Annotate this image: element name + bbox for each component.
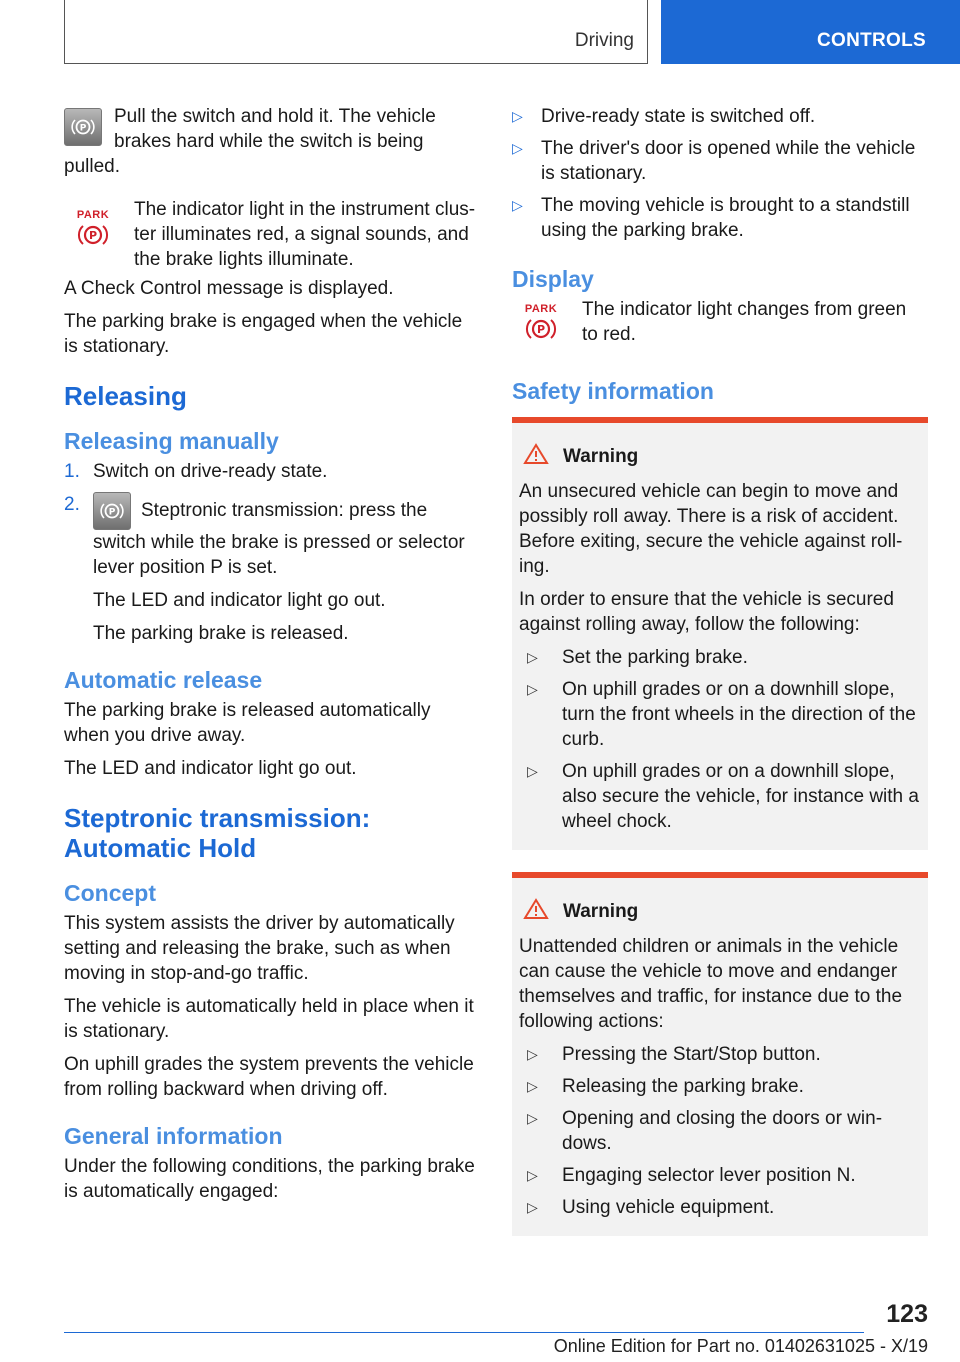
heading-releasing-manually: Releasing manually bbox=[64, 428, 279, 454]
warning-paragraph-2: In order to ensure that the vehicle is secured against rolling away, follow the following: bbox=[519, 589, 894, 635]
general-paragraph-1: Under the following conditions, the parking brake is automatically engaged: bbox=[64, 1156, 475, 1202]
step-number: 2. bbox=[64, 494, 80, 515]
step-sub-2: The parking brake is released. bbox=[93, 623, 349, 644]
triangle-bullet-icon: ▷ bbox=[527, 763, 538, 779]
step-number: 1. bbox=[64, 461, 80, 482]
heading-general-information: General information bbox=[64, 1123, 283, 1149]
svg-text:P: P bbox=[536, 323, 546, 336]
concept-paragraph-2: The vehicle is automatically held in place when it is stationary. bbox=[64, 996, 474, 1042]
triangle-bullet-icon: ▷ bbox=[512, 140, 523, 156]
list-item: ▷ Using vehicle equipment. bbox=[527, 1197, 775, 1218]
right-column bbox=[512, 104, 928, 1258]
list-item: ▷ Drive-ready state is switched off. bbox=[512, 106, 816, 127]
footer-divider bbox=[64, 1332, 864, 1333]
release-steps bbox=[64, 459, 480, 646]
display-paragraph: The indicator light changes from green to red. bbox=[582, 299, 907, 345]
triangle-bullet-icon: ▷ bbox=[512, 108, 523, 124]
park-icon-label: PARK bbox=[76, 209, 110, 221]
page-number: 123 bbox=[886, 1300, 928, 1328]
triangle-bullet-icon: ▷ bbox=[512, 197, 523, 213]
warning-list bbox=[519, 645, 921, 834]
step-sub-1: The LED and indicator light go out. bbox=[93, 590, 386, 611]
list-item: ▷ On uphill grades or on a downhill slope, turn the front wheels in the direction of the curb. bbox=[527, 679, 916, 750]
list-item: ▷ Releasing the parking brake. bbox=[527, 1076, 804, 1097]
heading-safety-information: Safety information bbox=[512, 378, 714, 404]
warning-box-children bbox=[512, 872, 928, 1236]
warning-paragraph-1: Unattended children or animals in the vehicle can cause the vehicle to move and endanger themselves and traffic, for instance due to the following actions: bbox=[519, 936, 903, 1032]
list-item: ▷ On uphill grades or on a downhill slope, also secure the vehicle, for instance with a wheel chock. bbox=[527, 761, 919, 832]
triangle-bullet-icon: ▷ bbox=[527, 1110, 538, 1126]
svg-text:P: P bbox=[79, 123, 87, 134]
intro-paragraph-3: A Check Control message is displayed. bbox=[64, 278, 394, 299]
intro-paragraph-2: The indicator light in the instrument clus- ter illuminates red, a signal sounds, and the brake lights illuminate. bbox=[134, 199, 476, 270]
heading-concept: Concept bbox=[64, 880, 156, 906]
warning-title bbox=[523, 443, 921, 471]
triangle-bullet-icon: ▷ bbox=[527, 1167, 538, 1183]
warning-title-text: Warning bbox=[563, 446, 639, 467]
list-item: ▷ Opening and closing the doors or win- dows. bbox=[527, 1108, 883, 1154]
list-item: ▷ Set the parking brake. bbox=[527, 647, 748, 668]
warning-title-text: Warning bbox=[563, 901, 639, 922]
warning-title bbox=[523, 898, 921, 926]
list-item: ▷ Pressing the Start/Stop button. bbox=[527, 1044, 821, 1065]
svg-text:P: P bbox=[88, 229, 98, 242]
list-item: ▷ The driver's door is opened while the vehicle is stationary. bbox=[512, 138, 916, 184]
display-indicator-row bbox=[512, 297, 928, 347]
triangle-bullet-icon: ▷ bbox=[527, 1046, 538, 1062]
svg-text:P: P bbox=[108, 507, 116, 518]
triangle-bullet-icon: ▷ bbox=[527, 681, 538, 697]
triangle-bullet-icon: ▷ bbox=[527, 1078, 538, 1094]
list-item: ▷ The moving vehicle is brought to a standstill using the parking brake. bbox=[512, 195, 910, 241]
step-text: Switch on drive-ready state. bbox=[93, 461, 328, 482]
warning-list bbox=[519, 1042, 921, 1220]
parking-brake-switch-icon bbox=[64, 108, 102, 146]
warning-triangle-icon bbox=[523, 443, 549, 471]
triangle-bullet-icon: ▷ bbox=[527, 1199, 538, 1215]
warning-triangle-icon bbox=[523, 898, 549, 926]
header-chapter-label: CONTROLS bbox=[816, 30, 926, 51]
intro-paragraph-4: The parking brake is engaged when the vehicle is stationary. bbox=[64, 311, 463, 357]
step-text: Steptronic transmission: press the switch while the brake is pressed or selector lever position P is set. bbox=[93, 500, 465, 578]
park-indicator-row bbox=[64, 197, 480, 272]
intro-paragraph-1: Pull the switch and hold it. The vehicle brakes hard while the switch is being pulled. bbox=[64, 106, 436, 177]
heading-display: Display bbox=[512, 266, 594, 292]
list-item: ▷ Engaging selector lever position N. bbox=[527, 1165, 856, 1186]
header-left-box bbox=[64, 0, 648, 64]
heading-releasing: Releasing bbox=[64, 381, 187, 411]
warning-paragraph-1: An unsecured vehicle can begin to move and possibly roll away. There is a risk of accident. Before exiting, secure the vehicle against roll- ing. bbox=[519, 481, 903, 577]
header-section-label: Driving bbox=[574, 30, 634, 51]
release-step-2 bbox=[64, 492, 480, 646]
park-indicator-icon bbox=[68, 209, 118, 248]
park-indicator-icon bbox=[516, 303, 566, 342]
concept-paragraph-1: This system assists the driver by automatically setting and releasing the brake, such as when moving in stop-and-go traffic. bbox=[64, 913, 455, 984]
release-step-1 bbox=[64, 459, 480, 484]
header-chapter-tab bbox=[661, 0, 960, 64]
parking-brake-switch-icon bbox=[93, 492, 131, 530]
heading-steptronic-automatic-hold: Steptronic transmission: Automatic Hold bbox=[64, 803, 371, 863]
left-column bbox=[64, 104, 480, 1212]
park-icon-label: PARK bbox=[524, 303, 558, 315]
engage-conditions-list bbox=[512, 104, 928, 243]
triangle-bullet-icon: ▷ bbox=[527, 649, 538, 665]
auto-release-paragraph-2: The LED and indicator light go out. bbox=[64, 758, 357, 779]
heading-automatic-release: Automatic release bbox=[64, 667, 263, 693]
warning-box-rolling bbox=[512, 417, 928, 850]
auto-release-paragraph-1: The parking brake is released automatically when you drive away. bbox=[64, 700, 431, 746]
footer-edition: Online Edition for Part no. 01402631025 - X/19 bbox=[553, 1336, 928, 1356]
concept-paragraph-3: On uphill grades the system prevents the vehicle from rolling backward when driving off. bbox=[64, 1054, 474, 1100]
